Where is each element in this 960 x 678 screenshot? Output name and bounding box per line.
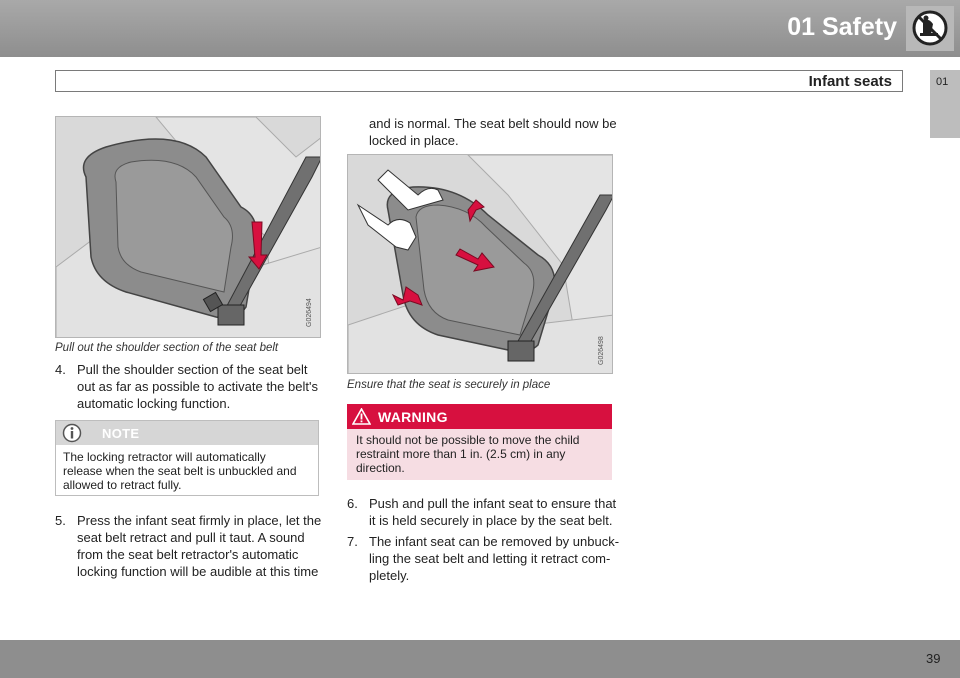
- note-line: allowed to retract fully.: [63, 478, 182, 492]
- step-line: from the seat belt retractor's automatic: [77, 547, 299, 562]
- figure-code: G026494: [306, 298, 313, 327]
- header-band: [0, 0, 960, 57]
- note-box: [55, 420, 319, 496]
- warning-label: WARNING: [378, 409, 448, 425]
- chapter-side-tab: [930, 70, 960, 138]
- warning-line: direction.: [356, 461, 405, 475]
- step-line: out as far as possible to activate the belt's: [77, 379, 318, 394]
- step-line: it is held securely in place by the seat belt.: [369, 513, 613, 528]
- warning-text: [356, 433, 606, 475]
- warning-line: It should not be possible to move the child: [356, 433, 580, 447]
- step-line: locking function will be audible at this time: [77, 564, 319, 579]
- page-number: 39: [926, 651, 941, 666]
- section-bar: [55, 70, 903, 92]
- figure-seat-secure: [347, 154, 613, 374]
- figure-pull-shoulder-belt: [55, 116, 321, 338]
- step-line: automatic locking function.: [77, 396, 231, 411]
- step-6: [347, 495, 622, 529]
- figure-illustration: [56, 117, 321, 338]
- step-7: [347, 533, 622, 584]
- continuation-text: [369, 115, 619, 149]
- step-5: [55, 512, 330, 580]
- footer-band: [0, 640, 960, 678]
- note-line: release when the seat belt is unbuckled and: [63, 464, 297, 478]
- step-line: Press the infant seat firmly in place, let the: [77, 513, 322, 528]
- note-text: [63, 450, 313, 492]
- section-title: Infant seats: [808, 73, 892, 90]
- figure2-caption: Ensure that the seat is securely in place: [347, 379, 551, 391]
- step-line: pletely.: [369, 568, 410, 583]
- info-icon: [62, 423, 82, 443]
- step-number: 7.: [347, 534, 358, 549]
- note-label: NOTE: [102, 426, 140, 441]
- step-number: 6.: [347, 496, 358, 511]
- chapter-title: 01 Safety: [787, 13, 897, 41]
- step-line: Pull the shoulder section of the seat belt: [77, 362, 308, 377]
- figure-illustration: [348, 155, 613, 374]
- figure-code: G026498: [598, 336, 605, 365]
- warning-line: restraint more than 1 in. (2.5 cm) in any: [356, 447, 566, 461]
- warning-box: [347, 404, 612, 480]
- side-tab-label: 01: [936, 76, 949, 88]
- step-line: Push and pull the infant seat to ensure that: [369, 496, 617, 511]
- step-number: 5.: [55, 513, 66, 528]
- warning-triangle-icon: [352, 408, 371, 425]
- note-line: The locking retractor will automatically: [63, 450, 266, 464]
- warning-header: [347, 404, 612, 429]
- no-rear-facing-airbag-icon: [906, 6, 954, 51]
- step-line: ling the seat belt and letting it retract com-: [369, 551, 611, 566]
- step-line: seat belt retract and pull it taut. A sound: [77, 530, 305, 545]
- step-4: [55, 361, 325, 412]
- figure1-caption: Pull out the shoulder section of the seat belt: [55, 342, 279, 354]
- continuation-line: locked in place.: [369, 133, 459, 148]
- step-number: 4.: [55, 362, 66, 377]
- note-header: [56, 421, 318, 445]
- step-line: The infant seat can be removed by unbuck-: [369, 534, 620, 549]
- continuation-line: and is normal. The seat belt should now be: [369, 116, 617, 131]
